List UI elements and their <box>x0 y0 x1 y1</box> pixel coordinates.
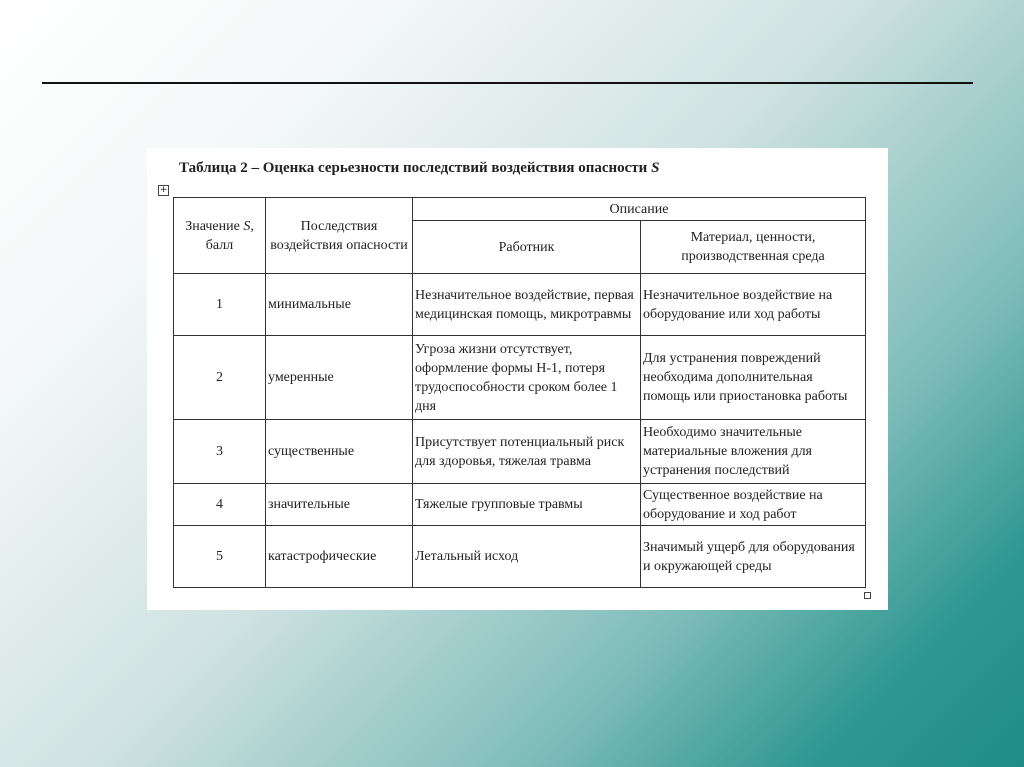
row-consequence: катастрофические <box>266 526 413 588</box>
table-row <box>174 526 866 588</box>
table-row <box>174 274 866 336</box>
table-resize-handle-icon[interactable] <box>864 592 871 599</box>
row-worker: Угроза жизни отсутствует, оформление формы Н-1, потеря трудоспособности сроком более 1 дня <box>413 336 641 420</box>
row-value: 4 <box>174 484 266 526</box>
row-value: 5 <box>174 526 266 588</box>
row-worker: Незначительное воздействие, первая медицинская помощь, микротравмы <box>413 274 641 336</box>
caption-text: Таблица 2 – Оценка серьезности последствий воздействия опасности <box>179 160 652 176</box>
row-material: Для устранения повреждений необходима дополнительная помощь или приостановка работы <box>641 336 866 420</box>
header-row-1 <box>174 198 866 221</box>
row-consequence: умеренные <box>266 336 413 420</box>
row-worker: Летальный исход <box>413 526 641 588</box>
table-row <box>174 420 866 484</box>
header-material: Материал, ценности, производственная среда <box>641 221 866 274</box>
row-material: Незначительное воздействие на оборудование или ход работы <box>641 274 866 336</box>
hazard-severity-table <box>173 197 866 588</box>
header-value-unit: балл <box>205 237 234 253</box>
header-worker: Работник <box>413 221 641 274</box>
table-move-handle-icon[interactable]: + <box>159 185 168 195</box>
row-consequence: существенные <box>266 420 413 484</box>
row-material: Существенное воздействие на оборудование и ход работ <box>641 484 866 526</box>
row-worker: Тяжелые групповые травмы <box>413 484 641 526</box>
table-row <box>174 336 866 420</box>
table-row <box>174 484 866 526</box>
header-consequences: Последствия воздействия опасности <box>266 198 413 274</box>
row-material: Значимый ущерб для оборудования и окружающей среды <box>641 526 866 588</box>
row-worker: Присутствует потенциальный риск для здоровья, тяжелая травма <box>413 420 641 484</box>
header-value-symbol: S <box>243 218 251 234</box>
row-value: 2 <box>174 336 266 420</box>
row-consequence: минимальные <box>266 274 413 336</box>
header-value-text: Значение <box>185 218 244 234</box>
row-consequence: значительные <box>266 484 413 526</box>
title-divider-line <box>42 82 973 84</box>
caption-symbol: S <box>651 160 660 176</box>
row-material: Необходимо значительные материальные вложения для устранения последствий <box>641 420 866 484</box>
row-value: 1 <box>174 274 266 336</box>
row-value: 3 <box>174 420 266 484</box>
document-panel <box>147 148 888 610</box>
header-value <box>174 198 266 274</box>
header-value-comma: , <box>250 218 254 234</box>
header-description: Описание <box>413 198 866 221</box>
table-caption <box>179 160 659 177</box>
